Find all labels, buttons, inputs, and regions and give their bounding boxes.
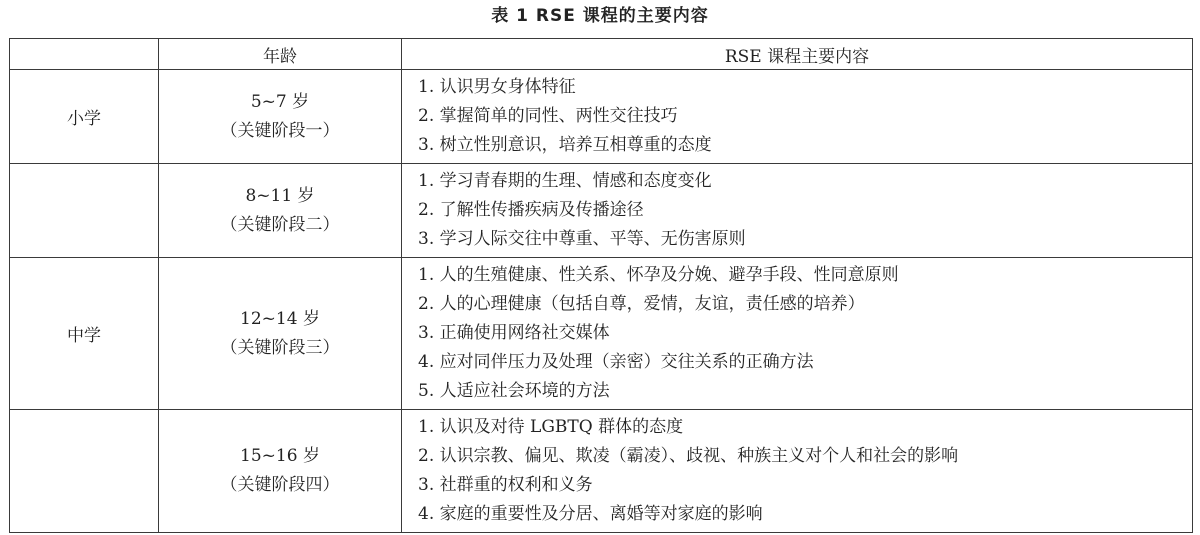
stage-cell: 小学 bbox=[10, 70, 159, 164]
header-row bbox=[10, 39, 1193, 70]
content-item: 1. 认识男女身体特征 bbox=[418, 77, 576, 97]
content-item: 3. 树立性别意识，培养互相尊重的态度 bbox=[418, 135, 712, 155]
content-item: 1. 认识及对待 LGBTQ 群体的态度 bbox=[418, 417, 684, 437]
content-item: 3. 正确使用网络社交媒体 bbox=[418, 323, 610, 343]
table-row bbox=[10, 258, 1193, 410]
stage-cell: 中学 bbox=[10, 258, 159, 410]
age-range: 12~14 岁 bbox=[240, 308, 320, 329]
table-row bbox=[10, 164, 1193, 258]
content-item: 1. 学习青春期的生理、情感和态度变化 bbox=[418, 171, 712, 191]
content-cell bbox=[402, 410, 1193, 533]
age-cell bbox=[159, 258, 402, 410]
key-stage-label: （关键阶段二） bbox=[220, 214, 340, 235]
table-row bbox=[10, 410, 1193, 533]
content-item: 2. 掌握简单的同性、两性交往技巧 bbox=[418, 106, 678, 126]
content-item: 2. 了解性传播疾病及传播途径 bbox=[418, 200, 644, 220]
age-range: 5~7 岁 bbox=[250, 91, 310, 112]
age-range: 15~16 岁 bbox=[240, 446, 320, 466]
key-stage-label: （关键阶段一） bbox=[220, 120, 340, 141]
header-content: RSE 课程主要内容 bbox=[402, 39, 1193, 70]
content-item: 4. 家庭的重要性及分居、离婚等对家庭的影响 bbox=[418, 504, 763, 524]
content-item: 5. 人适应社会环境的方法 bbox=[418, 381, 610, 401]
stage-cell bbox=[10, 164, 159, 258]
content-item: 2. 认识宗教、偏见、欺凌（霸凌）、歧视、种族主义对个人和社会的影响 bbox=[418, 446, 959, 466]
table-caption: 表 1 RSE 课程的主要内容 bbox=[491, 6, 709, 26]
age-range: 8~11 岁 bbox=[245, 185, 315, 206]
rse-curriculum-table bbox=[9, 38, 1193, 533]
age-cell bbox=[159, 164, 402, 258]
content-item: 3. 社群重的权利和义务 bbox=[418, 475, 593, 495]
content-item: 1. 人的生殖健康、性关系、怀孕及分娩、避孕手段、性同意原则 bbox=[418, 265, 899, 285]
age-cell bbox=[159, 410, 402, 533]
content-cell bbox=[402, 70, 1193, 164]
header-age: 年龄 bbox=[159, 39, 402, 70]
content-cell bbox=[402, 258, 1193, 410]
key-stage-label: （关键阶段四） bbox=[220, 475, 340, 495]
content-cell bbox=[402, 164, 1193, 258]
age-cell bbox=[159, 70, 402, 164]
header-stage bbox=[10, 39, 159, 70]
stage-cell bbox=[10, 410, 159, 533]
table-row bbox=[10, 70, 1193, 164]
key-stage-label: （关键阶段三） bbox=[220, 337, 340, 358]
content-item: 4. 应对同伴压力及处理（亲密）交往关系的正确方法 bbox=[418, 352, 814, 372]
content-item: 3. 学习人际交往中尊重、平等、无伤害原则 bbox=[418, 229, 746, 249]
content-item: 2. 人的心理健康（包括自尊，爱情，友谊，责任感的培养） bbox=[418, 294, 865, 314]
